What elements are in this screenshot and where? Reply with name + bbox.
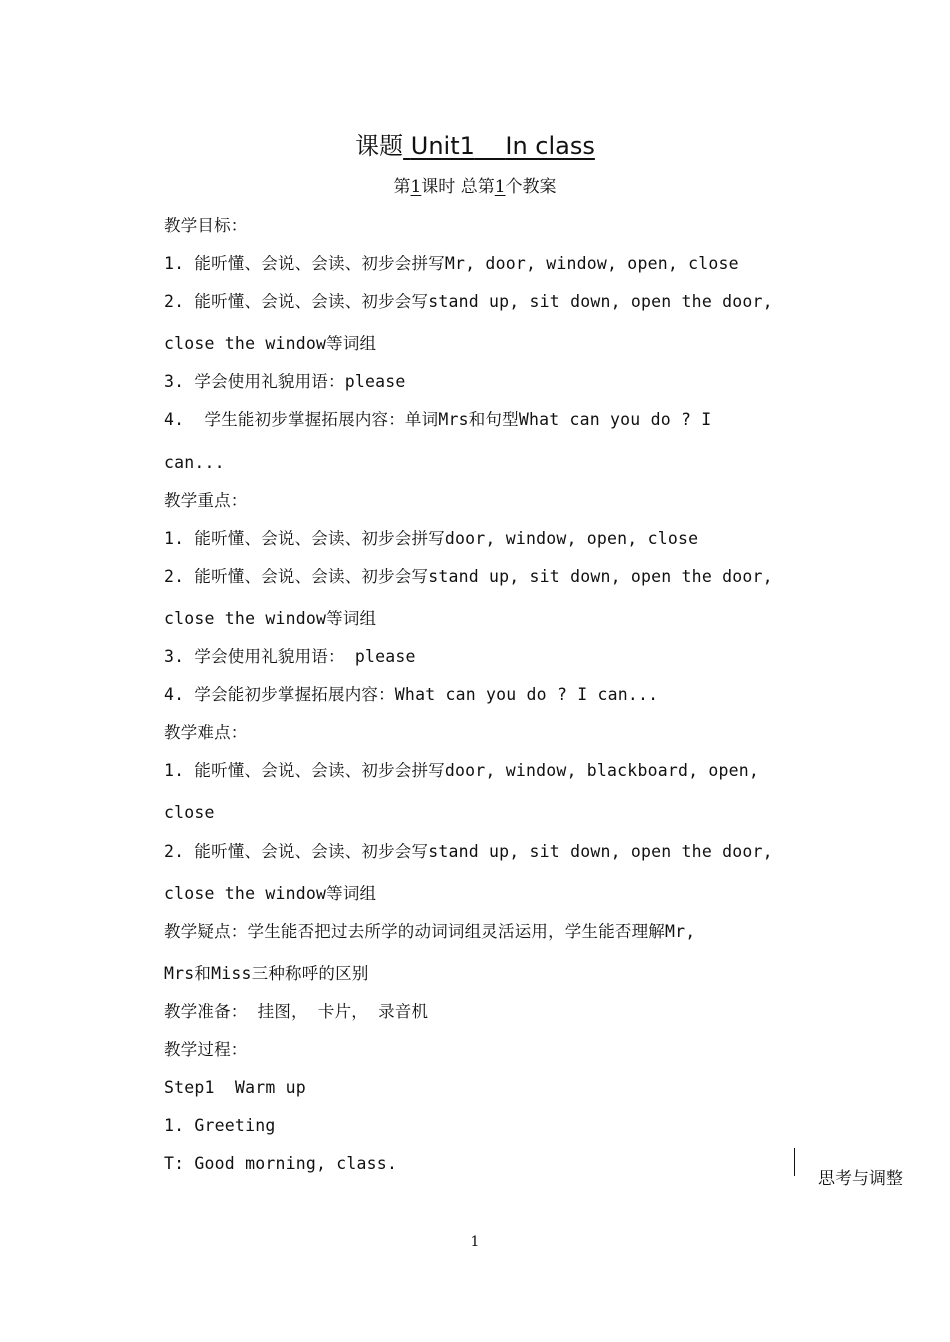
text-line: T: Good morning, class. (164, 1154, 398, 1173)
text-line: Step1 Warm up (164, 1078, 306, 1097)
subtitle-part-2: 课时 总第 (421, 177, 495, 197)
title-unit: Unit1 (410, 132, 475, 160)
text-line: 教学目标： (164, 216, 248, 235)
title-unit-topic (403, 132, 595, 160)
text-line: 2. 能听懂、会说、会读、初步会写stand up, sit down, open the door, (164, 567, 773, 586)
page-number: 1 (470, 1234, 480, 1250)
text-line: Mrs和Miss三种称呼的区别 (164, 964, 369, 983)
subtitle-part-3: 个教案 (505, 177, 557, 197)
text-line: 3. 学会使用礼貌用语： please (164, 647, 416, 666)
text-line: 3. 学会使用礼貌用语：please (164, 372, 406, 391)
subtitle-part-1: 第 (393, 177, 411, 197)
text-line: close (164, 803, 215, 822)
title-prefix: 课题 (355, 132, 404, 160)
margin-note: 思考与调整 (818, 1169, 903, 1189)
text-line: 1. 能听懂、会说、会读、初步会拼写door, window, blackboard, open, (164, 761, 760, 780)
text-line: 4. 学生能初步掌握拓展内容：单词Mrs和句型What can you do ? I (164, 410, 712, 429)
lesson-title (0, 128, 950, 164)
text-line: 1. 能听懂、会说、会读、初步会拼写door, window, open, close (164, 529, 699, 548)
text-line: close the window等词组 (164, 609, 377, 628)
lesson-subtitle (0, 174, 950, 200)
text-line: can... (164, 453, 225, 472)
text-line: 4. 学会能初步掌握拓展内容：What can you do ? I can... (164, 685, 659, 704)
text-line: 教学难点： (164, 723, 248, 742)
text-line: 1. Greeting (164, 1116, 276, 1135)
text-line: 教学过程： (164, 1040, 248, 1059)
text-line: close the window等词组 (164, 334, 377, 353)
text-line: 教学准备： 挂图， 卡片， 录音机 (164, 1002, 429, 1021)
text-line: 教学重点： (164, 491, 248, 510)
plan-number: 1 (494, 177, 506, 197)
margin-divider (794, 1148, 795, 1176)
text-line: 2. 能听懂、会说、会读、初步会写stand up, sit down, open the door, (164, 292, 773, 311)
text-line: 教学疑点：学生能否把过去所学的动词词组灵活运用，学生能否理解Mr, (164, 922, 696, 941)
title-topic: In class (505, 132, 595, 160)
text-line: close the window等词组 (164, 884, 377, 903)
text-line: 1. 能听懂、会说、会读、初步会拼写Mr, door, window, open, close (164, 254, 739, 273)
text-line: 2. 能听懂、会说、会读、初步会写stand up, sit down, open the door, (164, 842, 773, 861)
lesson-number: 1 (410, 177, 422, 197)
